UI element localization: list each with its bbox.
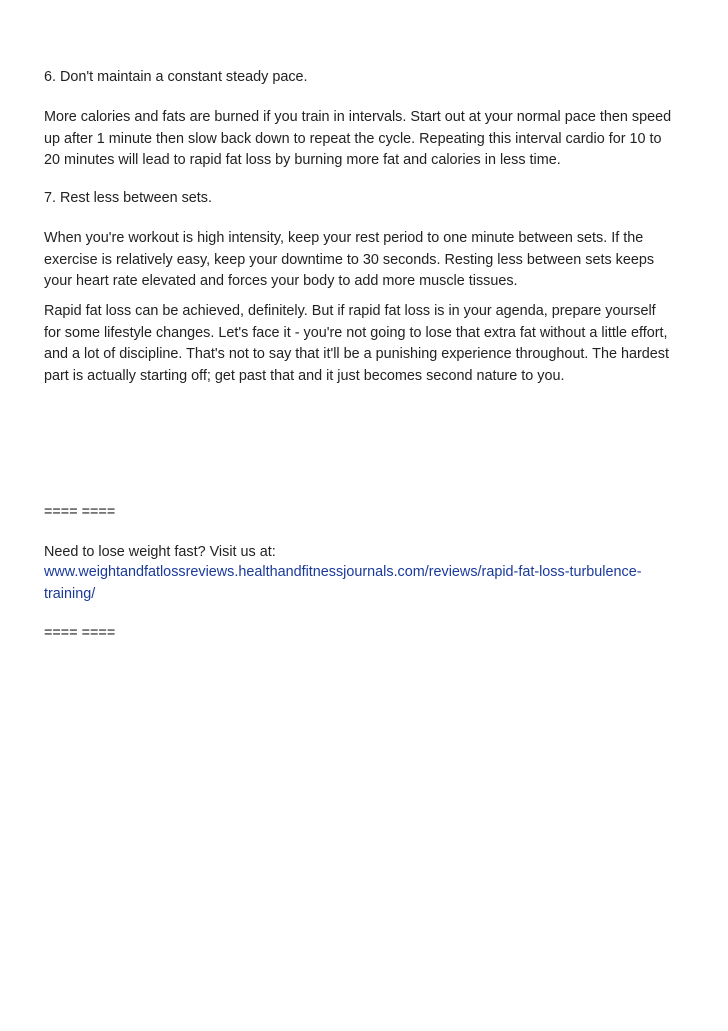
separator-top: ==== ====: [44, 504, 116, 520]
paragraph-intervals: [44, 107, 671, 172]
separator-bottom: ==== ====: [44, 625, 116, 641]
paragraph-line: for some lifestyle changes. Let's face it - you're not going to lose that extra fat without a little effort,: [44, 324, 668, 341]
cta-text: Need to lose weight fast? Visit us at:: [44, 544, 276, 560]
paragraph-line: exercise is relatively easy, keep your downtime to 30 seconds. Resting less between sets keeps: [44, 251, 655, 268]
section-heading-6: 6. Don't maintain a constant steady pace.: [44, 69, 308, 85]
website-link-line[interactable]: training/: [44, 586, 96, 602]
website-link-line[interactable]: www.weightandfatlossreviews.healthandfitnessjournals.com/reviews/rapid-fat-loss-turbulence-: [44, 564, 642, 580]
paragraph-line: When you're workout is high intensity, keep your rest period to one minute between sets. If the: [44, 230, 644, 246]
section-heading-7: 7. Rest less between sets.: [44, 190, 212, 206]
paragraph-line: up after 1 minute then slow back down to repeat the cycle. Repeating this interval cardio for 10 to: [44, 130, 662, 147]
paragraph-line: and a lot of discipline. That's not to say that it'll be a punishing experience throughout. The hardest: [44, 346, 669, 363]
website-link[interactable]: [44, 561, 642, 605]
paragraph-line: part is actually starting off; get past that and it just becomes second nature to you.: [44, 367, 565, 384]
paragraph-conclusion: [44, 301, 669, 387]
paragraph-line: Rapid fat loss can be achieved, definitely. But if rapid fat loss is in your agenda, prepare yourself: [44, 303, 656, 319]
paragraph-line: 20 minutes will lead to rapid fat loss by burning more fat and calories in less time.: [44, 152, 561, 169]
paragraph-line: More calories and fats are burned if you train in intervals. Start out at your normal pace then speed: [44, 109, 672, 125]
paragraph-rest: [44, 228, 654, 293]
paragraph-line: your heart rate elevated and forces your body to add more muscle tissues.: [44, 273, 518, 290]
